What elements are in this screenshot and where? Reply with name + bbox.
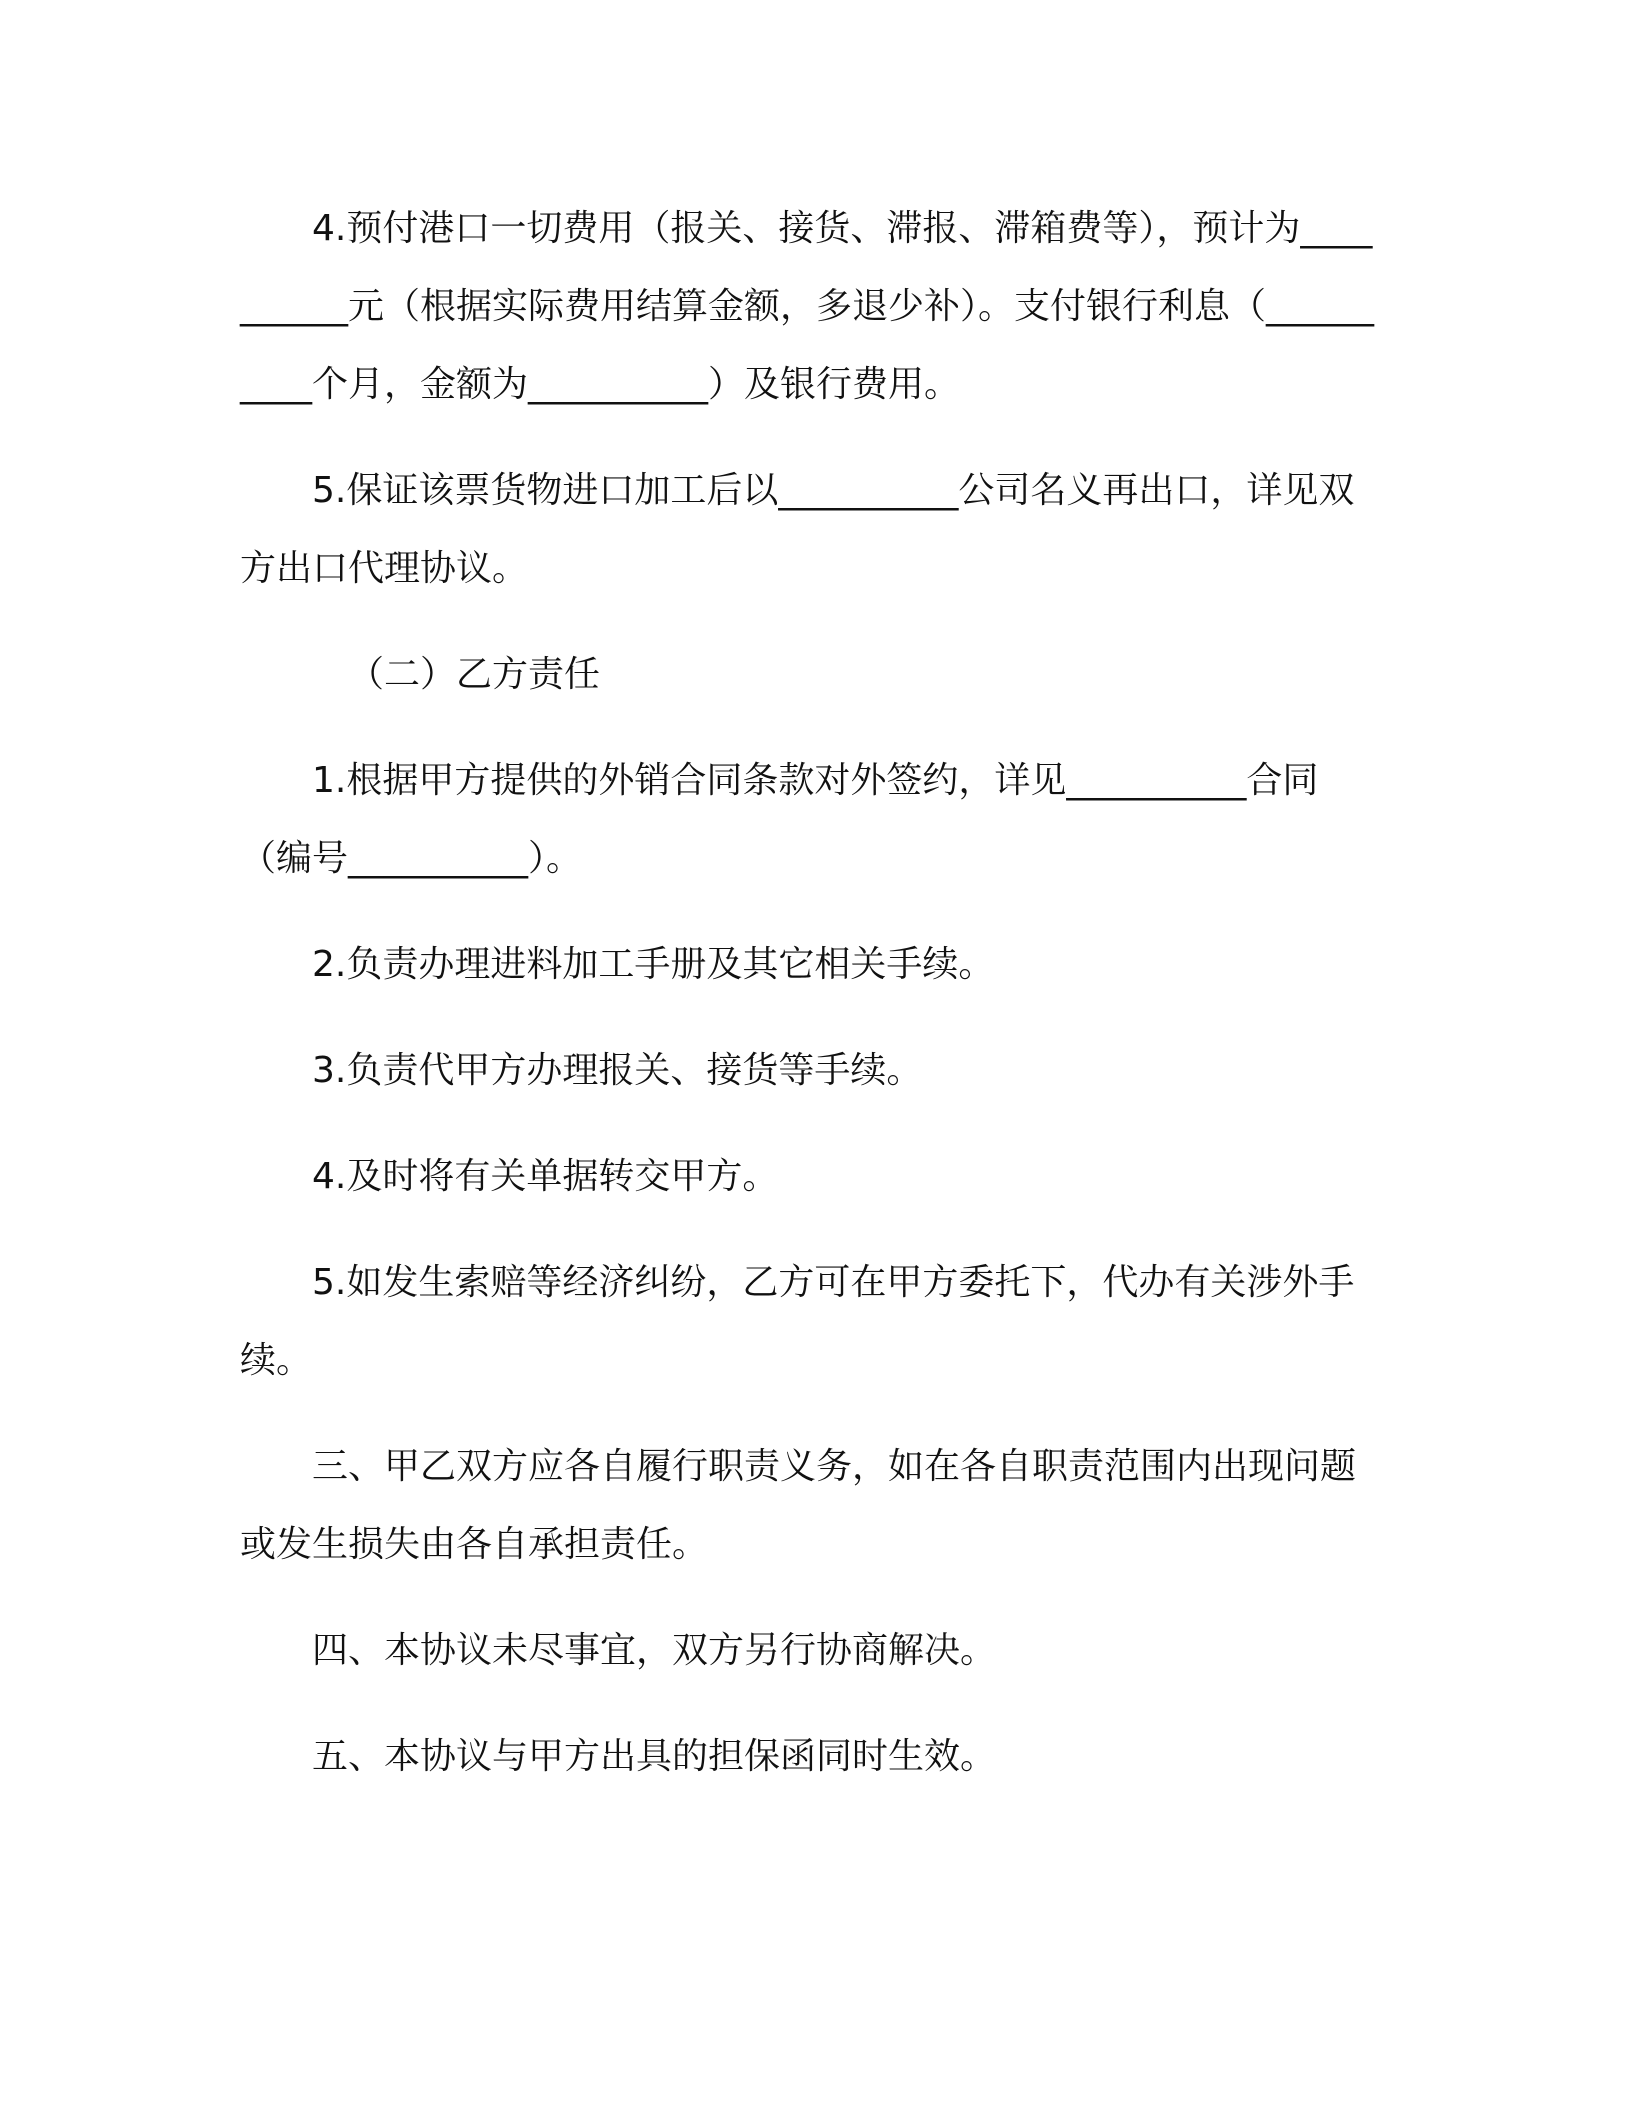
paragraph-processing-manual: 2.负责办理进料加工手册及其它相关手续。 (312, 944, 995, 985)
paragraph-customs-clearance: 3.负责代甲方办理报关、接货等手续。 (312, 1050, 923, 1091)
paragraph-prepay-port-fees: 4.预付港口一切费用（报关、接货、滞报、滞箱费等），预计为__________元（根据实际费用结算金额，多退少补）。支付银行利息（__________个月，金额为__________）及银行费用。 (240, 208, 1375, 405)
document-body (240, 190, 1375, 1824)
paragraph-transfer-documents: 4.及时将有关单据转交甲方。 (312, 1156, 779, 1197)
paragraph-guarantee-re-export: 5.保证该票货物进口加工后以__________公司名义再出口，详见双方出口代理协议。 (240, 470, 1355, 589)
paragraph-claims-disputes: 5.如发生索赔等经济纠纷，乙方可在甲方委托下，代办有关涉外手续。 (240, 1262, 1355, 1381)
section-heading-party-b-duties: （二）乙方责任 (348, 654, 601, 695)
clause-responsibilities: 三、甲乙双方应各自履行职责义务，如在各自职责范围内出现问题或发生损失由各自承担责任。 (240, 1446, 1357, 1565)
paragraph-sign-external-contract: 1.根据甲方提供的外销合同条款对外签约，详见__________合同（编号__________）。 (240, 760, 1319, 879)
clause-effectiveness: 五、本协议与甲方出具的担保函同时生效。 (312, 1736, 997, 1777)
clause-unresolved-matters: 四、本协议未尽事宜，双方另行协商解决。 (312, 1630, 997, 1671)
